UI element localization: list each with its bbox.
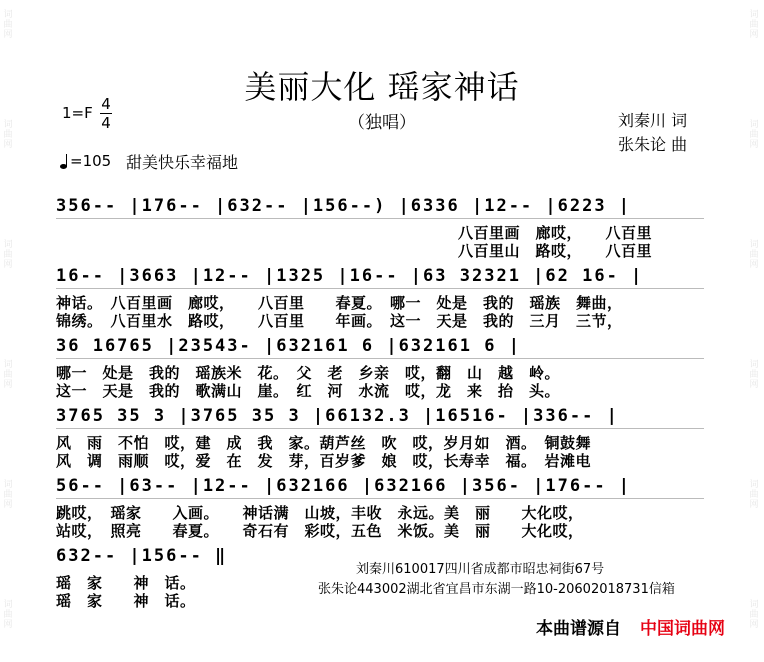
staff-divider [56, 428, 704, 429]
time-signature-bottom: 4 [101, 114, 111, 132]
lyric-line: 这一 天是 我的 歌满山 崖。 红 河 水流 哎，龙 来 抬 头。 [56, 382, 561, 400]
lyric-line: 神话。 八百里画 廊哎， 八百里 春夏。 哪一 处是 我的 瑶族 舞曲， [56, 294, 623, 312]
watermark-text: 词曲网 [749, 600, 759, 630]
notation-line: 3765 35 3 |3765 35 3 |66132.3 |16516- |336-- | [56, 406, 619, 426]
watermark-text: 词曲网 [3, 240, 13, 270]
watermark-text: 词曲网 [749, 120, 759, 150]
watermark-text: 词曲网 [3, 10, 13, 40]
lyric-line: 站哎， 照亮 春夏。 奇石有 彩哎，五色 米饭。美 丽 大化哎， [56, 522, 584, 540]
lyric-line: 瑶 家 神 话。 [56, 592, 196, 610]
source-label: 本曲谱源自 [536, 619, 621, 639]
tempo-value: =105 [70, 152, 112, 170]
notation-line: 56-- |63-- |12-- |632166 |632166 |356- |176-- | [56, 476, 632, 496]
lyric-line: 哪一 处是 我的 瑶族米 花。 父 老 乡亲 哎，翻 山 越 岭。 [56, 364, 561, 382]
quarter-note-icon [60, 153, 70, 169]
lyricist-credit: 刘秦川 词 [618, 111, 688, 130]
lyric-line: 瑶 家 神 话。 [56, 574, 196, 592]
notation-line: 16-- |3663 |12-- |1325 |16-- |63 32321 |62 16- | [56, 266, 644, 286]
watermark-text: 词曲网 [3, 600, 13, 630]
tempo-marking [60, 152, 111, 170]
lyric-line: 风 调 雨顺 哎，爱 在 发 芽，百岁爹 娘 哎，长寿幸 福。 岩滩电 [56, 452, 592, 470]
staff-divider [56, 288, 704, 289]
staff-divider [56, 358, 704, 359]
watermark-text: 词曲网 [3, 360, 13, 390]
song-title: 美丽大化 瑶家神话 [244, 68, 520, 106]
watermark-text: 词曲网 [3, 120, 13, 150]
watermark-text: 词曲网 [749, 240, 759, 270]
lyric-line: 八百里山 路哎， 八百里 [458, 242, 653, 260]
staff-divider [56, 218, 704, 219]
expression-marking: 甜美快乐幸福地 [126, 153, 239, 172]
song-subtitle: （独唱） [348, 113, 416, 133]
site-link[interactable]: 中国词曲网 [640, 619, 725, 639]
lyric-line: 锦绣。 八百里水 路哎， 八百里 年画。 这一 天是 我的 三月 三节， [56, 312, 623, 330]
watermark-text: 词曲网 [749, 10, 759, 40]
lyric-line: 风 雨 不怕 哎，建 成 我 家。葫芦丝 吹 哎，岁月如 酒。 铜鼓舞 [56, 434, 592, 452]
notation-line: 356-- |176-- |632-- |156--) |6336 |12-- |6223 | [56, 196, 632, 216]
watermark-text: 词曲网 [749, 480, 759, 510]
lyricist-address: 刘秦川610017四川省成都市昭忠祠街67号 [356, 562, 605, 577]
staff-divider [56, 498, 704, 499]
key-signature: 1=F [62, 104, 93, 122]
notation-line: 36 16765 |23543- |632161 6 |632161 6 | [56, 336, 521, 356]
lyric-line: 跳哎， 瑶家 入画。 神话满 山坡，丰收 永远。美 丽 大化哎， [56, 504, 584, 522]
time-signature [100, 96, 112, 131]
watermark-text: 词曲网 [749, 360, 759, 390]
composer-address: 张朱论443002湖北省宜昌市东湖一路10-20602018731信箱 [318, 582, 675, 597]
notation-line: 632-- |156-- ‖ [56, 546, 228, 566]
composer-credit: 张朱论 曲 [618, 135, 688, 154]
lyric-line: 八百里画 廊哎， 八百里 [458, 224, 653, 242]
watermark-text: 词曲网 [3, 480, 13, 510]
time-signature-top: 4 [101, 95, 111, 113]
